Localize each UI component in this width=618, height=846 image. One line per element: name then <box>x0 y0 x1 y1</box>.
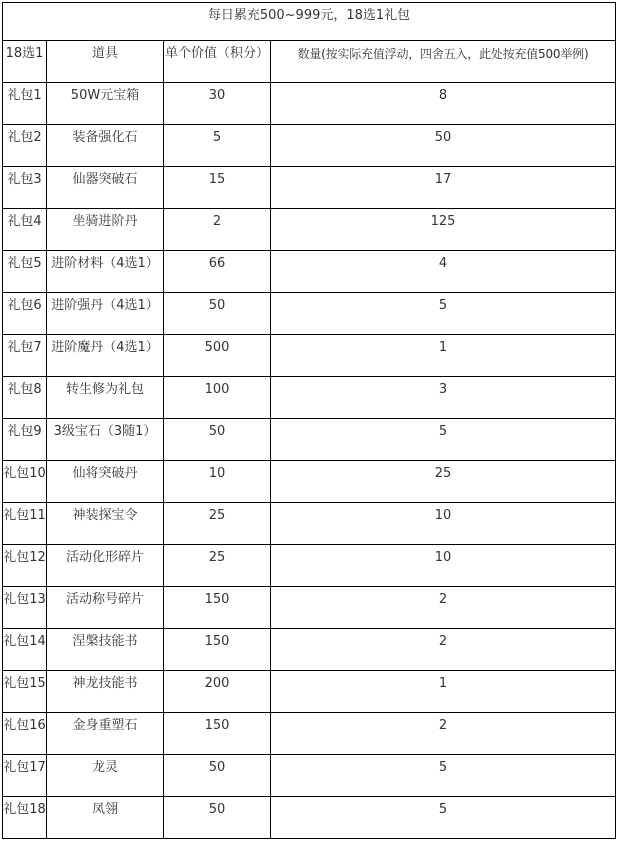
cell-id: 礼包14 <box>3 629 47 671</box>
cell-id: 礼包5 <box>3 251 47 293</box>
cell-item: 转生修为礼包 <box>47 377 164 419</box>
header-value: 单个价值（积分） <box>164 41 271 83</box>
cell-id: 礼包13 <box>3 587 47 629</box>
cell-id: 礼包7 <box>3 335 47 377</box>
cell-item: 3级宝石（3随1） <box>47 419 164 461</box>
cell-quantity: 8 <box>271 83 616 125</box>
cell-quantity: 2 <box>271 629 616 671</box>
table-row <box>3 671 616 713</box>
table-row <box>3 629 616 671</box>
cell-item: 神装探宝令 <box>47 503 164 545</box>
cell-value: 5 <box>164 125 271 167</box>
header-row <box>3 41 616 83</box>
cell-quantity: 1 <box>271 671 616 713</box>
cell-quantity: 4 <box>271 251 616 293</box>
cell-id: 礼包1 <box>3 83 47 125</box>
cell-value: 66 <box>164 251 271 293</box>
cell-id: 礼包15 <box>3 671 47 713</box>
table-row <box>3 293 616 335</box>
table-body <box>3 3 616 839</box>
reward-table <box>2 2 616 839</box>
cell-value: 100 <box>164 377 271 419</box>
cell-quantity: 25 <box>271 461 616 503</box>
cell-item: 进阶材料（4选1） <box>47 251 164 293</box>
cell-value: 150 <box>164 629 271 671</box>
cell-item: 仙将突破丹 <box>47 461 164 503</box>
cell-item: 活动化形碎片 <box>47 545 164 587</box>
cell-value: 15 <box>164 167 271 209</box>
cell-item: 仙器突破石 <box>47 167 164 209</box>
cell-item: 金身重塑石 <box>47 713 164 755</box>
cell-item: 坐骑进阶丹 <box>47 209 164 251</box>
cell-item: 龙灵 <box>47 755 164 797</box>
cell-id: 礼包16 <box>3 713 47 755</box>
table-row <box>3 83 616 125</box>
cell-value: 50 <box>164 293 271 335</box>
cell-item: 进阶强丹（4选1） <box>47 293 164 335</box>
cell-value: 2 <box>164 209 271 251</box>
header-item: 道具 <box>47 41 164 83</box>
cell-value: 150 <box>164 713 271 755</box>
table-title: 每日累充500~999元，18选1礼包 <box>3 3 616 41</box>
table-row <box>3 503 616 545</box>
cell-id: 礼包8 <box>3 377 47 419</box>
cell-quantity: 5 <box>271 293 616 335</box>
table-row <box>3 545 616 587</box>
cell-value: 200 <box>164 671 271 713</box>
table-row <box>3 125 616 167</box>
table-row <box>3 797 616 839</box>
cell-value: 150 <box>164 587 271 629</box>
cell-value: 30 <box>164 83 271 125</box>
cell-value: 10 <box>164 461 271 503</box>
cell-value: 25 <box>164 503 271 545</box>
cell-item: 50W元宝箱 <box>47 83 164 125</box>
cell-id: 礼包9 <box>3 419 47 461</box>
cell-id: 礼包4 <box>3 209 47 251</box>
table-row <box>3 419 616 461</box>
table-row <box>3 377 616 419</box>
table-row <box>3 713 616 755</box>
cell-item: 涅槃技能书 <box>47 629 164 671</box>
cell-id: 礼包6 <box>3 293 47 335</box>
cell-quantity: 5 <box>271 419 616 461</box>
cell-quantity: 17 <box>271 167 616 209</box>
table-row <box>3 587 616 629</box>
table-row <box>3 251 616 293</box>
cell-quantity: 5 <box>271 755 616 797</box>
cell-item: 凤翎 <box>47 797 164 839</box>
table-row <box>3 755 616 797</box>
cell-quantity: 50 <box>271 125 616 167</box>
cell-id: 礼包12 <box>3 545 47 587</box>
cell-quantity: 2 <box>271 587 616 629</box>
table-row <box>3 209 616 251</box>
cell-id: 礼包18 <box>3 797 47 839</box>
cell-quantity: 10 <box>271 503 616 545</box>
cell-item: 进阶魔丹（4选1） <box>47 335 164 377</box>
header-quantity: 数量(按实际充值浮动，四舍五入，此处按充值500举例) <box>271 41 616 83</box>
cell-value: 25 <box>164 545 271 587</box>
table-row <box>3 167 616 209</box>
cell-item: 装备强化石 <box>47 125 164 167</box>
cell-quantity: 5 <box>271 797 616 839</box>
table-row <box>3 461 616 503</box>
cell-value: 50 <box>164 419 271 461</box>
cell-value: 50 <box>164 797 271 839</box>
cell-quantity: 125 <box>271 209 616 251</box>
title-row <box>3 3 616 41</box>
cell-id: 礼包2 <box>3 125 47 167</box>
cell-quantity: 3 <box>271 377 616 419</box>
cell-value: 50 <box>164 755 271 797</box>
cell-value: 500 <box>164 335 271 377</box>
cell-quantity: 1 <box>271 335 616 377</box>
cell-quantity: 10 <box>271 545 616 587</box>
cell-quantity: 2 <box>271 713 616 755</box>
cell-id: 礼包3 <box>3 167 47 209</box>
cell-item: 活动称号碎片 <box>47 587 164 629</box>
cell-id: 礼包11 <box>3 503 47 545</box>
cell-item: 神龙技能书 <box>47 671 164 713</box>
header-id: 18选1 <box>3 41 47 83</box>
cell-id: 礼包17 <box>3 755 47 797</box>
cell-id: 礼包10 <box>3 461 47 503</box>
table-row <box>3 335 616 377</box>
